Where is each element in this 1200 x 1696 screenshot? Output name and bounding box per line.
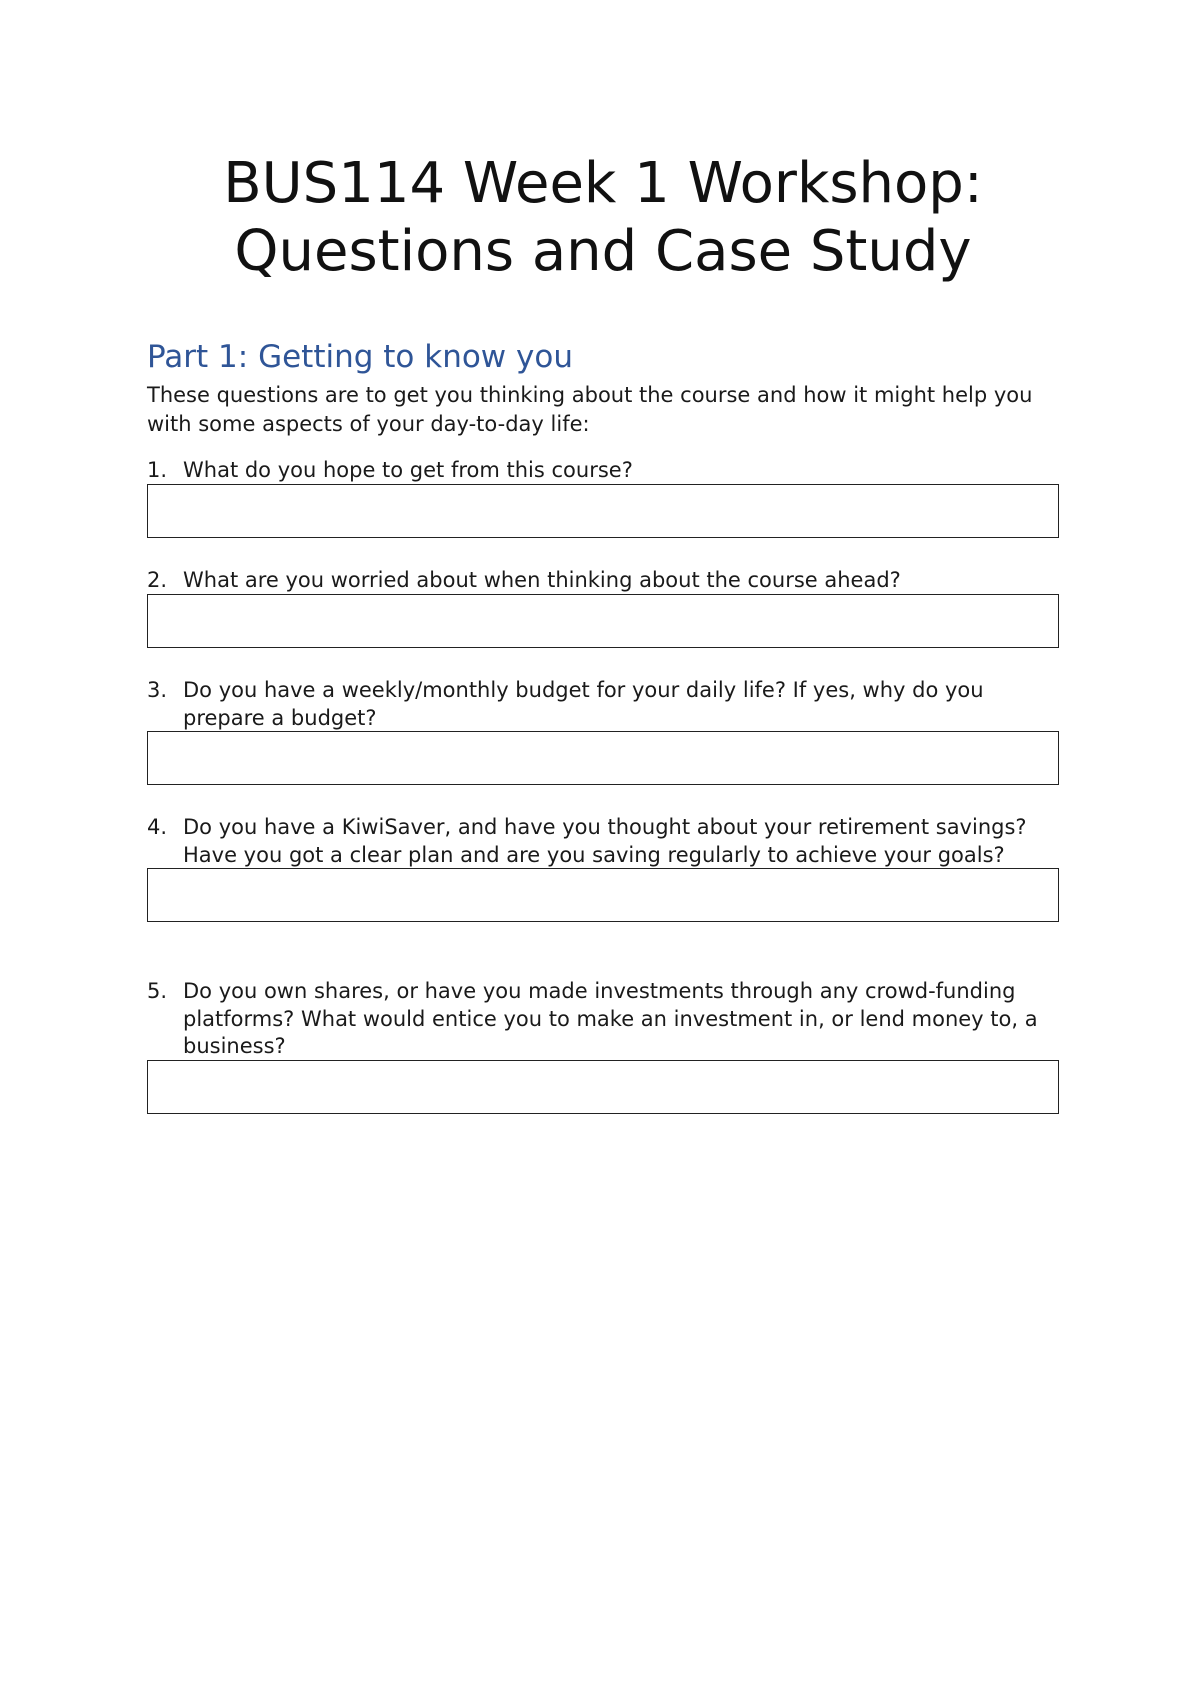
question-1-prompt [147, 457, 1067, 485]
question-5-prompt [147, 978, 1067, 1061]
question-text: Do you have a KiwiSaver, and have you thought about your retirement savings? Have you got a clear plan and are you saving regularly to achieve your goals? [183, 815, 1027, 867]
question-number: 1. [147, 458, 168, 482]
question-5 [147, 978, 1067, 1114]
page-title [147, 150, 1059, 286]
section-intro: These questions are to get you thinking about the course and how it might help you with some aspects of your day-to-day life: [147, 383, 1033, 436]
answer-box-4[interactable] [147, 868, 1059, 922]
answer-box-5[interactable] [147, 1060, 1059, 1114]
answer-box-3[interactable] [147, 731, 1059, 785]
question-1 [147, 457, 1067, 538]
answer-box-1[interactable] [147, 484, 1059, 538]
section-heading-part-1: Part 1: Getting to know you [147, 339, 573, 375]
question-number: 5. [147, 979, 168, 1003]
question-number: 2. [147, 568, 168, 592]
question-3 [147, 677, 1067, 785]
question-3-prompt [147, 677, 1067, 732]
question-text: Do you own shares, or have you made investments through any crowd-funding platforms? What would entice you to make an investment in, or lend money to, a business? [183, 979, 1038, 1058]
page-title-line-2: Questions and Case Study [234, 219, 972, 284]
page-title-line-1: BUS114 Week 1 Workshop: [223, 151, 983, 216]
question-number: 3. [147, 678, 168, 702]
question-2-prompt [147, 567, 1067, 595]
question-2 [147, 567, 1067, 648]
answer-box-2[interactable] [147, 594, 1059, 648]
question-number: 4. [147, 815, 168, 839]
question-text: What do you hope to get from this course? [183, 458, 633, 482]
question-text: What are you worried about when thinking about the course ahead? [183, 568, 901, 592]
question-4 [147, 814, 1067, 922]
question-4-prompt [147, 814, 1067, 869]
question-text: Do you have a weekly/monthly budget for your daily life? If yes, why do you prepare a budget? [183, 678, 984, 730]
